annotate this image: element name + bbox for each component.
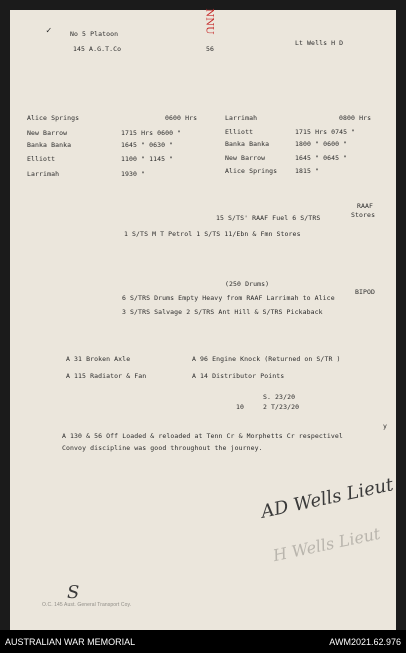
left-times-2: 1715 Hrs 0600 " [121, 129, 182, 137]
right-times-2: 1715 Hrs 0745 " [295, 128, 356, 136]
left-place-4: Elliott [27, 155, 56, 163]
right-place-3: Banka Banka [225, 140, 270, 148]
red-annotation: NNU [203, 8, 215, 35]
page-number: 56 [206, 45, 215, 53]
figure-line-b: 2 T/23/20 [263, 403, 300, 411]
left-place-3: Banka Banka [27, 141, 72, 149]
archive-footer [0, 630, 406, 653]
defect-4: A 14 Distributor Points [192, 372, 285, 380]
footer-archive-name: AUSTRALIAN WAR MEMORIAL [5, 637, 136, 647]
left-place-1: Alice Springs [27, 114, 80, 122]
left-place-2: New Barrow [27, 129, 68, 137]
load-line-4: 3 S/TRS Salvage 2 S/TRS Ant Hill & S/TRS Pickaback [122, 308, 323, 316]
defect-2: A 96 Engine Knock (Returned on S/TR ) [192, 355, 341, 363]
defect-3: A 115 Radiator & Fan [66, 372, 147, 380]
company-label: 145 A.G.T.Co [73, 45, 122, 53]
load-line-1: 15 S/TS' RAAF Fuel 6 S/TRS [216, 214, 321, 222]
raaf-stores-heading: RAAF [357, 202, 374, 210]
stores-word: Stores [351, 211, 376, 219]
right-place-5: Alice Springs [225, 167, 278, 175]
left-times-5: 1930 " [121, 170, 146, 178]
unit-stamp: O.C. 145 Aust. General Transport Coy. [42, 602, 132, 608]
left-times-3: 1645 " 0630 " [121, 141, 174, 149]
figure-number: 10 [236, 403, 245, 411]
right-place-1: Larrimah [225, 114, 258, 122]
officer-reference: Lt Wells H D [295, 39, 344, 47]
tick-mark: ✓ [46, 26, 52, 36]
signature-faded: H Wells Lieut [271, 523, 382, 566]
right-times-4: 1645 " 0645 " [295, 154, 348, 162]
platoon-label: No 5 Platoon [70, 30, 119, 38]
right-times-5: 1815 " [295, 167, 320, 175]
signature-initial: S [67, 582, 80, 603]
remark-mark: y [383, 422, 388, 430]
defect-1: A 31 Broken Axle [66, 355, 131, 363]
drums-note: (250 Drums) [225, 280, 270, 288]
right-place-2: Elliott [225, 128, 254, 136]
load-line-3: 6 S/TRS Drums Empty Heavy from RAAF Larrimah to Alice [122, 294, 335, 302]
footer-accession-id: AWM2021.62.976 [329, 637, 401, 647]
figure-line-a: S. 23/20 [263, 393, 296, 401]
left-times-1: 0600 Hrs [165, 114, 198, 122]
right-times-1: 0800 Hrs [339, 114, 372, 122]
signature-primary: AD Wells Lieut [259, 474, 396, 523]
load-line-2: 1 S/TS M T Petrol 1 S/TS 11/Ebn & Fmn Stores [124, 230, 301, 238]
document-page [10, 10, 396, 630]
remark-line-1: A 130 & 56 Off Loaded & reloaded at Tenn Cr & Morphetts Cr respectivel [62, 432, 343, 440]
left-place-5: Larrimah [27, 170, 60, 178]
bipod-note: BIPOD [355, 288, 376, 296]
right-place-4: New Barrow [225, 154, 266, 162]
left-times-4: 1100 " 1145 " [121, 155, 174, 163]
remark-line-2: Convoy discipline was good throughout the journey. [62, 444, 263, 452]
right-times-3: 1800 " 0600 " [295, 140, 348, 148]
